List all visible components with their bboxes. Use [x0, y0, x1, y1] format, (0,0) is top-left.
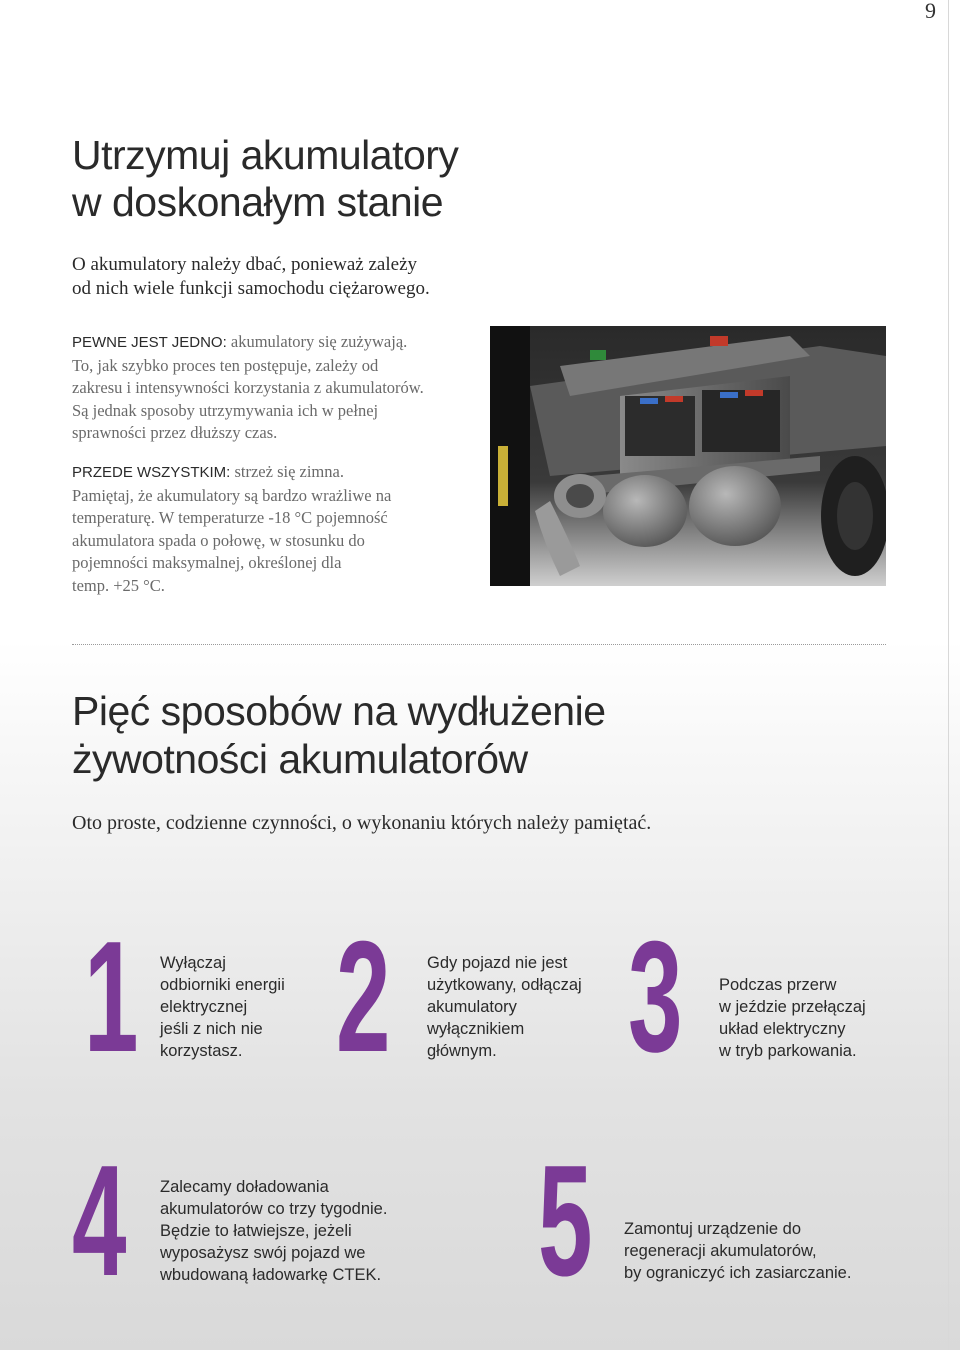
- step-text-1: [160, 952, 285, 1062]
- step-line: elektrycznej: [160, 998, 248, 1016]
- step-line: w jeździe przełączaj: [719, 998, 866, 1016]
- lede-line: od nich wiele funkcji samochodu ciężarowego.: [72, 278, 430, 299]
- step-line: układ elektryczny: [719, 1020, 846, 1038]
- step-line: wyposażysz swój pojazd we: [160, 1244, 366, 1262]
- section-title-line: Utrzymuj akumulatory: [72, 132, 459, 178]
- step-line: wbudowaną ładowarkę CTEK.: [160, 1266, 382, 1284]
- paragraph-wear: [72, 331, 482, 445]
- page-edge-line: [948, 0, 949, 1350]
- section-subtitle: [72, 687, 772, 783]
- step-line: Wyłączaj: [160, 954, 226, 972]
- step-line: odbiorniki energii: [160, 976, 285, 994]
- step-number-3: 3: [628, 909, 683, 1085]
- page-number: 9: [925, 0, 936, 23]
- step-line: Zalecamy doładowania: [160, 1178, 329, 1196]
- paragraph-first-line: [72, 331, 482, 355]
- lede-line: O akumulatory należy dbać, ponieważ zależy: [72, 254, 418, 275]
- paragraph-first-line: [72, 461, 482, 485]
- step-line: regeneracji akumulatorów,: [624, 1242, 817, 1260]
- paragraph-line: To, jak szybko proces ten postępuje, zależy od: [72, 355, 379, 375]
- step-line: Gdy pojazd nie jest: [427, 954, 568, 972]
- paragraph-lead: PRZEDE WSZYSTKIM:: [72, 464, 231, 481]
- step-line: jeśli z nich nie: [160, 1020, 263, 1038]
- lede-paragraph: [72, 253, 492, 301]
- paragraph-line: Pamiętaj, że akumulatory są bardzo wrażliwe na: [72, 485, 392, 505]
- step-line: Zamontuj urządzenie do: [624, 1220, 802, 1238]
- paragraph-line: akumulatora spada o połowę, w stosunku do: [72, 530, 365, 550]
- paragraph-cold: [72, 461, 482, 597]
- section-intro: Oto proste, codzienne czynności, o wykonaniu których należy pamiętać.: [72, 812, 652, 834]
- section-title: [72, 132, 592, 226]
- step-number-5: 5: [538, 1133, 593, 1309]
- paragraph-line: zakresu i intensywności korzystania z akumulatorów.: [72, 378, 424, 397]
- step-line: korzystasz.: [160, 1042, 243, 1060]
- step-line: Podczas przerw: [719, 976, 837, 994]
- step-number-1: 1: [84, 909, 139, 1085]
- step-line: w tryb parkowania.: [719, 1042, 857, 1060]
- step-text-3: [719, 974, 866, 1062]
- battery-box-photo: [490, 326, 886, 586]
- step-line: Będzie to łatwiejsze, jeżeli: [160, 1222, 352, 1240]
- section-title-line: w doskonałym stanie: [72, 179, 444, 225]
- step-line: akumulatory: [427, 998, 517, 1016]
- paragraph-line: sprawności przez dłuższy czas.: [72, 423, 278, 442]
- step-text-5: [624, 1218, 851, 1284]
- paragraph-line: pojemności maksymalnej, określonej dla: [72, 553, 342, 572]
- step-text-2: [427, 952, 582, 1062]
- step-line: akumulatorów co trzy tygodnie.: [160, 1200, 388, 1218]
- paragraph-line: temp. +25 °C.: [72, 575, 165, 595]
- step-text-4: [160, 1176, 387, 1286]
- paragraph-lead-rest: strzeż się zimna.: [230, 462, 344, 481]
- section-divider: [72, 644, 886, 645]
- step-line: wyłącznikiem: [427, 1020, 525, 1038]
- paragraph-line: Są jednak sposoby utrzymywania ich w pełnej: [72, 400, 379, 420]
- paragraph-lead: PEWNE JEST JEDNO:: [72, 334, 227, 351]
- section-subtitle-line: Pięć sposobów na wydłużenie: [72, 688, 606, 734]
- section-subtitle-line: żywotności akumulatorów: [72, 736, 528, 782]
- step-line: głównym.: [427, 1042, 497, 1060]
- paragraph-line: temperaturę. W temperaturze -18 °C pojemność: [72, 508, 388, 527]
- step-line: użytkowany, odłączaj: [427, 976, 582, 994]
- step-number-2: 2: [336, 909, 391, 1085]
- step-line: by ograniczyć ich zasiarczanie.: [624, 1264, 852, 1282]
- paragraph-lead-rest: akumulatory się zużywają.: [226, 332, 408, 351]
- step-number-4: 4: [72, 1133, 127, 1309]
